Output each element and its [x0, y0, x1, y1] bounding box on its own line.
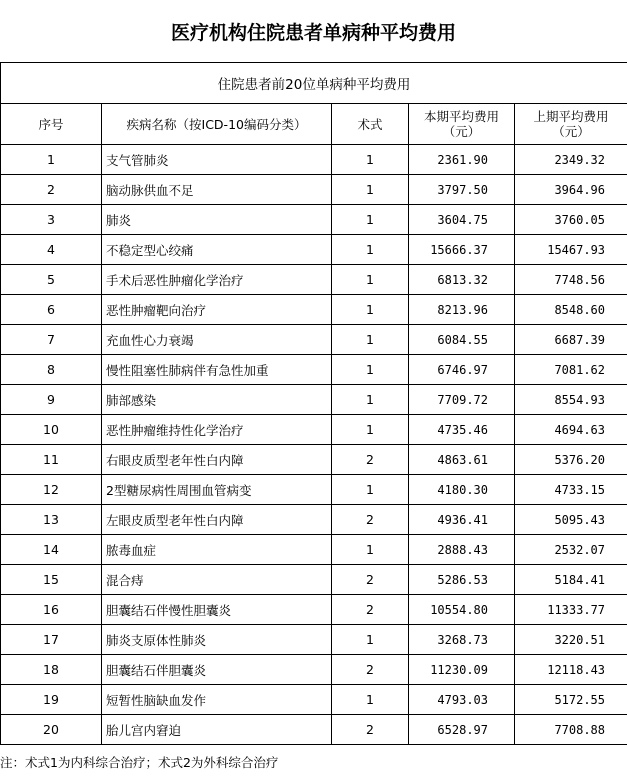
cell-index: 6 — [1, 295, 102, 325]
cell-disease: 充血性心力衰竭 — [102, 325, 332, 355]
cell-current-cost: 4793.03 — [409, 685, 515, 715]
table-row — [1, 325, 627, 355]
table-row — [1, 535, 627, 565]
cell-previous-cost: 4694.63 — [515, 415, 627, 445]
cell-operation: 1 — [332, 325, 409, 355]
cell-disease: 恶性肿瘤靶向治疗 — [102, 295, 332, 325]
cell-disease: 左眼皮质型老年性白内障 — [102, 505, 332, 535]
cell-current-cost: 2888.43 — [409, 535, 515, 565]
cell-index: 17 — [1, 625, 102, 655]
cell-operation: 1 — [332, 295, 409, 325]
cell-index: 16 — [1, 595, 102, 625]
cell-operation: 2 — [332, 595, 409, 625]
cell-index: 12 — [1, 475, 102, 505]
table-row — [1, 625, 627, 655]
table-row — [1, 205, 627, 235]
cell-disease: 不稳定型心绞痛 — [102, 235, 332, 265]
cell-previous-cost: 2349.32 — [515, 145, 627, 175]
header-disease: 疾病名称（按ICD-10编码分类） — [102, 104, 332, 145]
cell-operation: 1 — [332, 205, 409, 235]
table-row — [1, 445, 627, 475]
cell-previous-cost: 3760.05 — [515, 205, 627, 235]
header-previous-line2: （元） — [552, 124, 590, 139]
cell-disease: 手术后恶性肿瘤化学治疗 — [102, 265, 332, 295]
cell-index: 2 — [1, 175, 102, 205]
cell-disease: 胎儿宫内窘迫 — [102, 715, 332, 745]
cell-operation: 2 — [332, 715, 409, 745]
cell-operation: 2 — [332, 505, 409, 535]
cell-current-cost: 3604.75 — [409, 205, 515, 235]
cell-operation: 1 — [332, 145, 409, 175]
cell-index: 8 — [1, 355, 102, 385]
table-row — [1, 505, 627, 535]
cell-disease: 慢性阻塞性肺病伴有急性加重 — [102, 355, 332, 385]
cell-previous-cost: 12118.43 — [515, 655, 627, 685]
cell-previous-cost: 8554.93 — [515, 385, 627, 415]
table-header-row — [1, 104, 627, 145]
cell-index: 10 — [1, 415, 102, 445]
cell-previous-cost: 5184.41 — [515, 565, 627, 595]
cell-index: 13 — [1, 505, 102, 535]
cell-previous-cost: 8548.60 — [515, 295, 627, 325]
header-current-cost — [409, 104, 515, 145]
cell-disease: 胆囊结石伴慢性胆囊炎 — [102, 595, 332, 625]
table-row — [1, 265, 627, 295]
page-title: 医疗机构住院患者单病种平均费用 — [170, 21, 456, 44]
cell-previous-cost: 5095.43 — [515, 505, 627, 535]
cell-index: 11 — [1, 445, 102, 475]
table-row — [1, 655, 627, 685]
cell-current-cost: 15666.37 — [409, 235, 515, 265]
table-row — [1, 415, 627, 445]
table-subtitle: 住院患者前20位单病种平均费用 — [1, 63, 627, 104]
cell-previous-cost: 2532.07 — [515, 535, 627, 565]
table-row — [1, 475, 627, 505]
header-current-line1: 本期平均费用 — [423, 109, 499, 124]
table-row — [1, 175, 627, 205]
cell-disease: 支气管肺炎 — [102, 145, 332, 175]
cell-disease: 肺炎支原体性肺炎 — [102, 625, 332, 655]
cell-index: 3 — [1, 205, 102, 235]
cell-previous-cost: 6687.39 — [515, 325, 627, 355]
cell-index: 20 — [1, 715, 102, 745]
cell-operation: 2 — [332, 655, 409, 685]
cell-current-cost: 8213.96 — [409, 295, 515, 325]
header-previous-cost — [515, 104, 627, 145]
cell-current-cost: 4180.30 — [409, 475, 515, 505]
cell-operation: 1 — [332, 415, 409, 445]
footnote: 注：术式1为内科综合治疗；术式2为外科综合治疗 — [0, 755, 279, 770]
cell-operation: 2 — [332, 445, 409, 475]
cell-index: 18 — [1, 655, 102, 685]
cell-disease: 脑动脉供血不足 — [102, 175, 332, 205]
cell-index: 7 — [1, 325, 102, 355]
cell-index: 5 — [1, 265, 102, 295]
table-row — [1, 355, 627, 385]
table-row — [1, 565, 627, 595]
cell-operation: 1 — [332, 685, 409, 715]
cell-disease: 混合痔 — [102, 565, 332, 595]
cell-previous-cost: 3964.96 — [515, 175, 627, 205]
cell-previous-cost: 5376.20 — [515, 445, 627, 475]
cell-current-cost: 6528.97 — [409, 715, 515, 745]
cell-previous-cost: 11333.77 — [515, 595, 627, 625]
cell-operation: 1 — [332, 265, 409, 295]
cell-disease: 肺炎 — [102, 205, 332, 235]
cell-operation: 1 — [332, 235, 409, 265]
cell-current-cost: 7709.72 — [409, 385, 515, 415]
cell-disease: 右眼皮质型老年性白内障 — [102, 445, 332, 475]
cell-index: 9 — [1, 385, 102, 415]
cell-disease: 肺部感染 — [102, 385, 332, 415]
cell-operation: 1 — [332, 355, 409, 385]
cell-current-cost: 10554.80 — [409, 595, 515, 625]
cell-operation: 1 — [332, 625, 409, 655]
header-current-line2: （元） — [442, 124, 481, 139]
cell-previous-cost: 15467.93 — [515, 235, 627, 265]
cell-disease: 恶性肿瘤维持性化学治疗 — [102, 415, 332, 445]
table-row — [1, 595, 627, 625]
cell-operation: 1 — [332, 535, 409, 565]
cell-previous-cost: 4733.15 — [515, 475, 627, 505]
cell-operation: 1 — [332, 175, 409, 205]
cell-disease: 脓毒血症 — [102, 535, 332, 565]
table-row — [1, 145, 627, 175]
header-operation: 术式 — [332, 104, 409, 145]
table-row — [1, 235, 627, 265]
header-index: 序号 — [1, 104, 102, 145]
table-row — [1, 295, 627, 325]
table-row — [1, 685, 627, 715]
cell-current-cost: 4936.41 — [409, 505, 515, 535]
cell-previous-cost: 3220.51 — [515, 625, 627, 655]
cell-operation: 1 — [332, 385, 409, 415]
cell-index: 15 — [1, 565, 102, 595]
cell-index: 19 — [1, 685, 102, 715]
table-subtitle-row — [1, 63, 627, 104]
cell-operation: 2 — [332, 565, 409, 595]
cost-table — [0, 62, 627, 745]
cell-current-cost: 3797.50 — [409, 175, 515, 205]
cell-operation: 1 — [332, 475, 409, 505]
cell-current-cost: 5286.53 — [409, 565, 515, 595]
cell-current-cost: 4735.46 — [409, 415, 515, 445]
cell-previous-cost: 7708.88 — [515, 715, 627, 745]
cell-current-cost: 6084.55 — [409, 325, 515, 355]
cell-previous-cost: 7081.62 — [515, 355, 627, 385]
cell-index: 1 — [1, 145, 102, 175]
cell-current-cost: 11230.09 — [409, 655, 515, 685]
table-row — [1, 715, 627, 745]
table-row — [1, 385, 627, 415]
cell-current-cost: 6746.97 — [409, 355, 515, 385]
header-previous-line1: 上期平均费用 — [533, 109, 609, 124]
cell-index: 4 — [1, 235, 102, 265]
cell-index: 14 — [1, 535, 102, 565]
cell-current-cost: 3268.73 — [409, 625, 515, 655]
cell-current-cost: 4863.61 — [409, 445, 515, 475]
cell-disease: 短暂性脑缺血发作 — [102, 685, 332, 715]
cell-current-cost: 6813.32 — [409, 265, 515, 295]
cell-disease: 胆囊结石伴胆囊炎 — [102, 655, 332, 685]
cell-disease: 2型糖尿病性周围血管病变 — [102, 475, 332, 505]
cell-current-cost: 2361.90 — [409, 145, 515, 175]
cell-previous-cost: 5172.55 — [515, 685, 627, 715]
cell-previous-cost: 7748.56 — [515, 265, 627, 295]
